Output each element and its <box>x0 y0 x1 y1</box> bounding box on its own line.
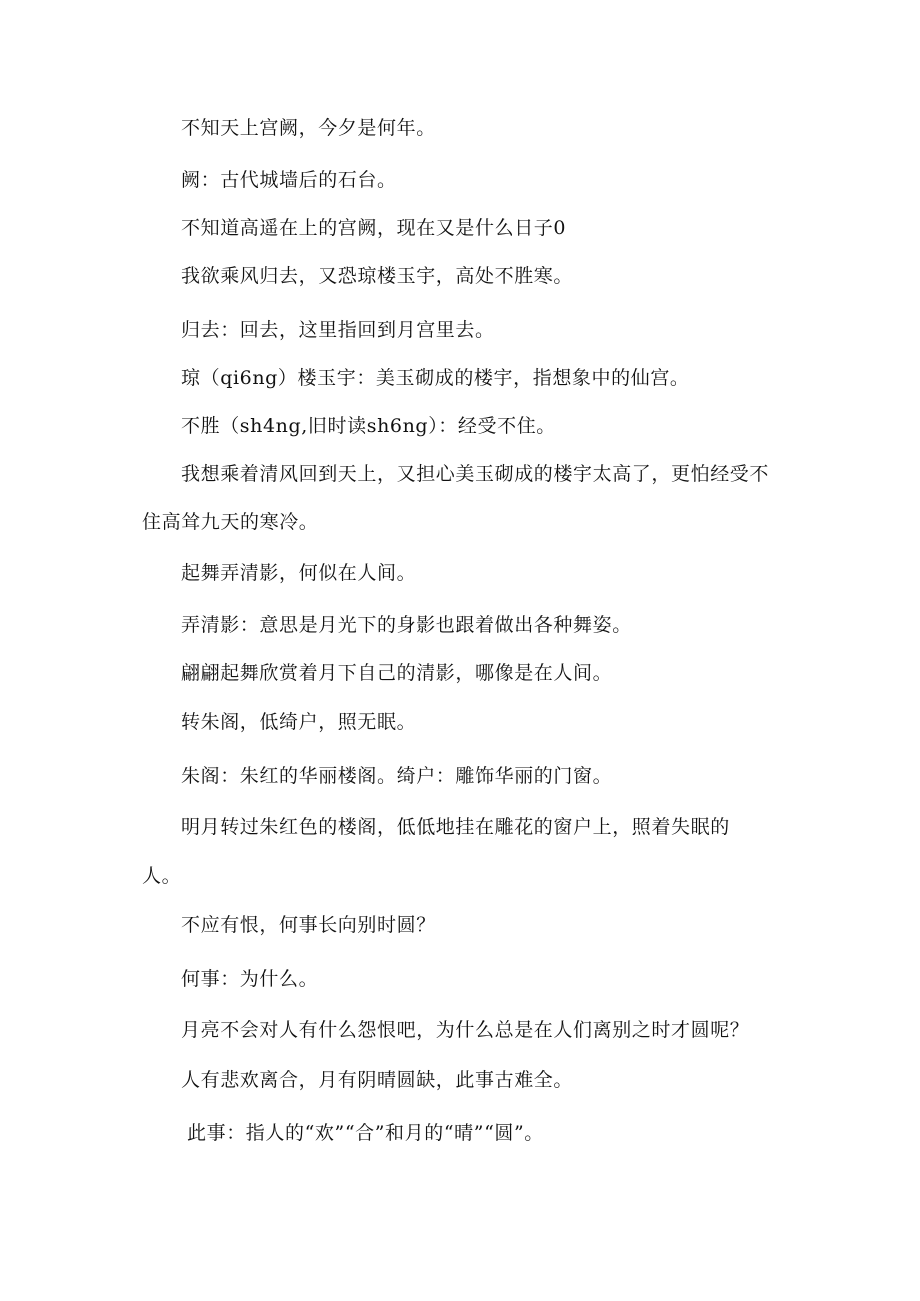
text-line: 不知道高遥在上的宫阙，现在又是什么日子0 <box>181 217 567 239</box>
text-line: 朱阁：朱红的华丽楼阁。绮户：雕饰华丽的门窗。 <box>181 765 613 787</box>
text-line: 何事：为什么。 <box>181 968 319 990</box>
text-line: 不胜（sh4ng,旧时读sh6ng）：经受不住。 <box>181 415 556 437</box>
text-line: 不知天上宫阙，今夕是何年。 <box>181 117 436 139</box>
text-line: 我欲乘风归去，又恐琼楼玉宇，高处不胜寒。 <box>181 265 574 287</box>
text-line: 我想乘着清风回到天上，又担心美玉砌成的楼宇太高了，更怕经受不 <box>181 463 770 485</box>
text-line: 人有悲欢离合，月有阴晴圆缺，此事古难全。 <box>181 1069 574 1091</box>
text-line: 不应有恨，何事长向别时圆？ <box>181 914 436 936</box>
text-line: 翩翩起舞欣赏着月下自己的清影，哪像是在人间。 <box>181 662 613 684</box>
text-line: 住高耸九天的寒冷。 <box>142 511 319 533</box>
text-line: 弄清影：意思是月光下的身影也跟着做出各种舞姿。 <box>181 614 632 636</box>
text-line: 归去：回去，这里指回到月宫里去。 <box>181 319 495 341</box>
text-line: 琼（qi6ng）楼玉宇：美玉砌成的楼宇，指想象中的仙宫。 <box>181 367 690 389</box>
text-line: 人。 <box>142 865 182 887</box>
text-line: 此事：指人的“欢”“合”和月的“晴”“圆”。 <box>187 1122 544 1144</box>
text-line: 转朱阁，低绮户，照无眠。 <box>181 711 417 733</box>
text-line: 月亮不会对人有什么怨恨吧，为什么总是在人们离别之时才圆呢？ <box>181 1019 750 1041</box>
text-line: 明月转过朱红色的楼阁，低低地挂在雕花的窗户上，照着失眠的 <box>181 816 730 838</box>
text-line: 阙：古代城墙后的石台。 <box>181 169 397 191</box>
text-line: 起舞弄清影，何似在人间。 <box>181 562 417 584</box>
